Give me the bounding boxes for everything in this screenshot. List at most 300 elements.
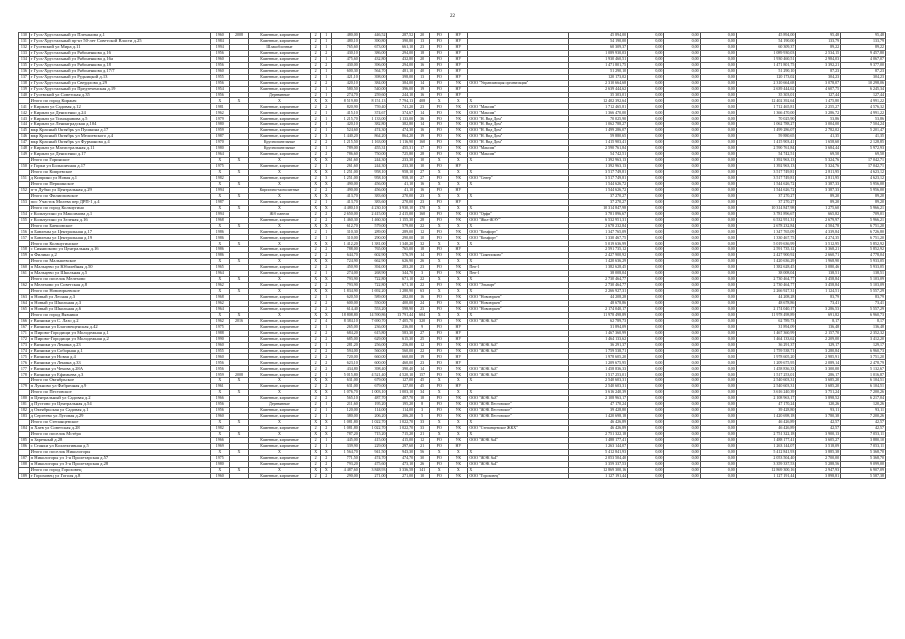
cell-cost-regional: 0,00 xyxy=(664,181,700,187)
cell-row-number: 133 xyxy=(19,50,30,56)
cell-floors: 2 xyxy=(310,306,321,312)
cell-living-area: 615,80 xyxy=(359,330,387,336)
cell-cost-total: 2 174 040,17 xyxy=(568,306,628,312)
cell-floors: 2 xyxy=(310,461,321,467)
cell-wall-material: Каменные, кирпичные xyxy=(249,104,311,110)
cell-wall-material: Каменные, кирпичные xyxy=(249,330,311,336)
cell-cost-total: 54 190,00 xyxy=(568,38,628,44)
cell-address: п Никологоры ул 3-я Пролетарская д.28 xyxy=(29,461,210,467)
cell-year-built: 1962 xyxy=(210,318,229,324)
cell-private-area: 432,80 xyxy=(387,56,415,62)
cell-entrances: 2 xyxy=(321,211,332,217)
cell-residents: 34 xyxy=(415,390,430,396)
cell-wall-material: Каменные, кирпичные xyxy=(249,229,311,235)
cell-year-repair: X xyxy=(229,193,248,199)
cell-unit-cost: 1 475,80 xyxy=(796,98,841,104)
cell-fund-type: РО xyxy=(430,235,449,241)
cell-max-unit-cost: 5 956,00 xyxy=(841,187,886,193)
cell-wall-material: Каменные, кирпичные xyxy=(249,372,311,378)
cell-unit-cost: 2 947,93 xyxy=(796,467,841,473)
cell-cost-owners: 1 464 133,62 xyxy=(736,336,796,342)
cell-residents: 23 xyxy=(415,193,430,199)
cell-management-type: НУ xyxy=(449,74,468,80)
cell-wall-material: Каменные, кирпичные xyxy=(249,175,311,181)
cell-management-company: ООО "Степанцевское ЖКХ" xyxy=(468,425,568,431)
cell-year-repair: 2016 xyxy=(229,318,248,324)
cell-cost-federal: 0,00 xyxy=(628,80,664,86)
cell-unit-cost: 2 985,91 xyxy=(796,354,841,360)
cell-fund-type: РО xyxy=(430,122,449,128)
cell-fund-type: X xyxy=(430,431,449,437)
cell-management-type: НУ xyxy=(449,56,468,62)
cell-total-area: 430,00 xyxy=(332,62,360,68)
cell-wall-material: Каменные, кирпичные xyxy=(249,384,311,390)
cell-living-area: 290,00 xyxy=(359,235,387,241)
cell-cost-total: 1 209 675,95 xyxy=(568,360,628,366)
cell-management-type: УК xyxy=(449,414,468,420)
cell-cost-total: 12 402 392,64 xyxy=(568,98,628,104)
cell-private-area: 1 003,10 xyxy=(387,390,415,396)
cell-private-area: 195,20 xyxy=(387,402,415,408)
cell-fund-type: РО xyxy=(430,146,449,152)
cell-cost-total: 2 751 322,18 xyxy=(568,431,628,437)
cell-management-type: УК xyxy=(449,425,468,431)
cell-residents: 18 xyxy=(415,396,430,402)
cell-total-area: 1 215,70 xyxy=(332,116,360,122)
cell-max-unit-cost: 120,26 xyxy=(841,402,886,408)
cell-cost-local: 0,00 xyxy=(700,467,736,473)
cell-max-unit-cost: 5 972,93 xyxy=(841,146,886,152)
cell-max-unit-cost: 5 956,00 xyxy=(841,181,886,187)
cell-total-area: 421,10 xyxy=(332,74,360,80)
cell-private-area: 283,20 xyxy=(387,265,415,271)
cell-living-area: 396,00 xyxy=(359,62,387,68)
cell-entrances: X xyxy=(321,181,332,187)
cell-cost-local: 0,00 xyxy=(700,277,736,283)
cell-unit-cost: 133,79 xyxy=(796,38,841,44)
cell-fund-type: РО xyxy=(430,116,449,122)
cell-fund-type: X xyxy=(430,312,449,318)
cell-unit-cost: 89,20 xyxy=(796,193,841,199)
cell-cost-regional: 0,00 xyxy=(664,80,700,86)
cell-cost-regional: 0,00 xyxy=(664,378,700,384)
cell-floors: X xyxy=(310,98,321,104)
cell-cost-federal: 0,00 xyxy=(628,217,664,223)
cell-cost-regional: 0,00 xyxy=(664,116,700,122)
cell-row-number: 130 xyxy=(19,33,30,39)
cell-max-unit-cost: 5 933,05 xyxy=(841,265,886,271)
cell-living-area: 432,80 xyxy=(359,56,387,62)
cell-entrances: X xyxy=(321,277,332,283)
cell-entrances: 2 xyxy=(321,330,332,336)
cell-floors: 2 xyxy=(310,62,321,68)
cell-living-area: 383,60 xyxy=(359,193,387,199)
cell-cost-federal: 0,00 xyxy=(628,241,664,247)
cell-wall-material: X xyxy=(249,419,311,425)
cell-address: Итого по Пестовское xyxy=(29,390,210,396)
cell-cost-local: 0,00 xyxy=(700,372,736,378)
cell-floors: 2 xyxy=(310,86,321,92)
cell-cost-local: 0,00 xyxy=(700,116,736,122)
cell-wall-material: Деревянные xyxy=(249,402,311,408)
cell-total-area: 490,00 xyxy=(332,187,360,193)
cell-max-unit-cost: 6 217,04 xyxy=(841,396,886,402)
cell-cost-owners: 70 025,90 xyxy=(736,116,796,122)
cell-cost-local: 0,00 xyxy=(700,443,736,449)
cell-total-area: 793,90 xyxy=(332,277,360,283)
cell-cost-total: 1 930 460,51 xyxy=(568,56,628,62)
cell-row-number: 177 xyxy=(19,366,30,372)
cell-private-area: 282,00 xyxy=(387,294,415,300)
cell-cost-federal: 0,00 xyxy=(628,312,664,318)
cell-cost-owners: 1 544 626,72 xyxy=(736,187,796,193)
cell-living-area: 765,00 xyxy=(359,247,387,253)
cell-management-company: ООО "ЖЭК №4" xyxy=(468,455,568,461)
cell-fund-type: РО xyxy=(430,294,449,300)
cell-cost-regional: 0,00 xyxy=(664,294,700,300)
cell-floors: X xyxy=(310,223,321,229)
cell-residents: 18 xyxy=(415,50,430,56)
cell-unit-cost: 2 089,14 xyxy=(796,360,841,366)
cell-fund-type: РО xyxy=(430,50,449,56)
cell-max-unit-cost: 4 623,12 xyxy=(841,169,886,175)
cell-cost-owners: 1 366 470,00 xyxy=(736,110,796,116)
cell-row-number: 176 xyxy=(19,360,30,366)
cell-floors: 2 xyxy=(310,372,321,378)
cell-total-area: 2 650,00 xyxy=(332,211,360,217)
cell-max-unit-cost: 4 623,12 xyxy=(841,175,886,181)
cell-cost-owners: 3 616 240,39 xyxy=(736,390,796,396)
cell-wall-material: Каменные, кирпичные xyxy=(249,56,311,62)
cell-row-number: 152 xyxy=(19,187,30,193)
cell-max-unit-cost: 5 966,21 xyxy=(841,205,886,211)
cell-unit-cost: 3 685,20 xyxy=(796,384,841,390)
cell-management-company: X xyxy=(468,467,568,473)
cell-total-area: 475,60 xyxy=(332,56,360,62)
cell-year-repair: X xyxy=(229,419,248,425)
cell-private-area: 3 336,58 xyxy=(387,467,415,473)
cell-unit-cost: 3 387,33 xyxy=(796,181,841,187)
cell-address: Итого по поселок Мстёра xyxy=(29,431,210,437)
cell-row-number: 139 xyxy=(19,86,30,92)
cell-management-type: УК xyxy=(449,306,468,312)
cell-total-area: 430,10 xyxy=(332,50,360,56)
cell-cost-federal: 0,00 xyxy=(628,300,664,306)
cell-residents: 27 xyxy=(415,169,430,175)
cell-total-area: 450,90 xyxy=(332,265,360,271)
cell-floors: 2 xyxy=(310,294,321,300)
cell-fund-type: X xyxy=(430,158,449,164)
cell-fund-type: РО xyxy=(430,300,449,306)
cell-cost-regional: 0,00 xyxy=(664,461,700,467)
cell-private-area: 256,00 xyxy=(387,342,415,348)
cell-wall-material: Каменные, кирпичные xyxy=(249,33,311,39)
cell-cost-federal: 0,00 xyxy=(628,187,664,193)
cell-management-type: УК xyxy=(449,396,468,402)
cell-fund-type: X xyxy=(430,467,449,473)
cell-total-area: 339,90 xyxy=(332,443,360,449)
cell-fund-type: РО xyxy=(430,342,449,348)
cell-year-built: 1956 xyxy=(210,62,229,68)
cell-cost-owners: 2 427 900,92 xyxy=(736,253,796,259)
cell-residents: 27 xyxy=(415,330,430,336)
cell-wall-material: Деревянные xyxy=(249,92,311,98)
cell-address: Итого по город Вязники xyxy=(29,312,210,318)
cell-management-company: ООО "ЖЭК №3" xyxy=(468,372,568,378)
cell-living-area: 475,60 xyxy=(359,461,387,467)
cell-floors: 2 xyxy=(310,443,321,449)
cell-cost-federal: 0,00 xyxy=(628,443,664,449)
cell-year-built: 1960 xyxy=(210,354,229,360)
cell-residents: 160 xyxy=(415,140,430,146)
cell-fund-type: РО xyxy=(430,211,449,217)
cell-residents: 28 xyxy=(415,217,430,223)
cell-address: п Новый ул Школьная д.6 xyxy=(29,306,210,312)
cell-max-unit-cost: 83,79 xyxy=(841,294,886,300)
cell-management-company: ООО "Эльварт" xyxy=(468,283,568,289)
cell-living-area: 2 415,00 xyxy=(359,211,387,217)
cell-entrances: 1 xyxy=(321,163,332,169)
cell-floors: 2 xyxy=(310,68,321,74)
cell-floors: 2 xyxy=(310,283,321,289)
cell-cost-local: 0,00 xyxy=(700,259,736,265)
cell-unit-cost: 3 286,53 xyxy=(796,306,841,312)
cell-residents: 18 xyxy=(415,247,430,253)
cell-floors: X xyxy=(310,259,321,265)
cell-fund-type: РО xyxy=(430,92,449,98)
cell-year-built: 1980 xyxy=(210,146,229,152)
cell-cost-total: 62 789,73 xyxy=(568,318,628,324)
cell-cost-local: 0,00 xyxy=(700,336,736,342)
cell-year-repair: X xyxy=(229,259,248,265)
cell-unit-cost: 304,23 xyxy=(796,74,841,80)
cell-address: г Гусь-Хрустальный ул Рябоненкова д.18 xyxy=(29,62,210,68)
cell-management-company: ООО "Новоюрьев" xyxy=(468,306,568,312)
cell-address: Итого по Новоюрьевское xyxy=(29,288,210,294)
cell-entrances: X xyxy=(321,390,332,396)
cell-cost-total: 6 532 951,31 xyxy=(568,217,628,223)
cell-management-company: ООО "ЖЭК №3" xyxy=(468,396,568,402)
cell-row-number: 148 xyxy=(19,146,30,152)
cell-row-number: 132 xyxy=(19,44,30,50)
cell-cost-owners: 1 330 467,75 xyxy=(736,235,796,241)
cell-year-built: 1959 xyxy=(210,372,229,378)
cell-management-company: X xyxy=(468,449,568,455)
cell-entrances: 2 xyxy=(321,50,332,56)
cell-management-company: X xyxy=(468,98,568,104)
cell-floors: 2 xyxy=(310,271,321,277)
cell-cost-regional: 0,00 xyxy=(664,384,700,390)
cell-residents: 13 xyxy=(415,74,430,80)
cell-management-type: УК xyxy=(449,80,468,86)
cell-management-company: ООО "Н. Вид Дом" xyxy=(468,134,568,140)
cell-total-area: 787,20 xyxy=(332,431,360,437)
cell-row-number: 151 xyxy=(19,175,30,181)
cell-year-built: X xyxy=(210,158,229,164)
cell-address: д Киприно ул Новая д.1 xyxy=(29,175,210,181)
cell-cost-owners: 1 499 286,07 xyxy=(736,128,796,134)
cell-unit-cost: 136,48 xyxy=(796,324,841,330)
cell-private-area: 958,10 xyxy=(387,169,415,175)
cell-floors: 2 xyxy=(310,122,321,128)
cell-floors: 2 xyxy=(310,74,321,80)
cell-total-area: 480,00 xyxy=(332,33,360,39)
cell-private-area: 233,30 xyxy=(387,158,415,164)
cell-year-built: 1980 xyxy=(210,461,229,467)
cell-entrances: 2 xyxy=(321,104,332,110)
cell-private-area: 396,00 xyxy=(387,86,415,92)
cell-living-area: 1 163,00 xyxy=(359,140,387,146)
cell-cost-local: 0,00 xyxy=(700,390,736,396)
cell-cost-regional: 0,00 xyxy=(664,56,700,62)
cell-year-built: 1962 xyxy=(210,300,229,306)
cell-management-company: ООО "Новоюрьев" xyxy=(468,300,568,306)
cell-cost-federal: 0,00 xyxy=(628,277,664,283)
cell-entrances: 2 xyxy=(321,384,332,390)
cell-floors: 2 xyxy=(310,247,321,253)
cell-floors: X xyxy=(310,241,321,247)
cell-cost-owners: 3 517 749,81 xyxy=(736,175,796,181)
cell-unit-cost: 2 811,95 xyxy=(796,175,841,181)
cell-wall-material: Каменные, кирпичные xyxy=(249,50,311,56)
cell-max-unit-cost: 95,48 xyxy=(841,33,886,39)
cell-address: Итого по Октябрьское xyxy=(29,378,210,384)
cell-address: п Бавлены ул Центральная д.19 xyxy=(29,235,210,241)
cell-wall-material: X xyxy=(249,288,311,294)
cell-address: г Вязники ул С. Лазо д.2 xyxy=(29,318,210,324)
cell-management-company: ООО "ЖЭК №3" xyxy=(468,318,568,324)
cell-management-company: ООО "ЖЭК Пестовское" xyxy=(468,402,568,408)
cell-year-built: 1960 xyxy=(210,342,229,348)
cell-max-unit-cost: 7 200,26 xyxy=(841,414,886,420)
cell-address: п-п Дубки ул Центральная д.29 xyxy=(29,187,210,193)
cell-row-number: 131 xyxy=(19,38,30,44)
cell-year-built: 1987 xyxy=(210,134,229,140)
cell-total-area: 820,90 xyxy=(332,104,360,110)
cell-fund-type: РО xyxy=(430,408,449,414)
cell-residents: 604 xyxy=(415,312,430,318)
cell-address: п Пирово-Городищи ул Молодежная д.1 xyxy=(29,330,210,336)
cell-floors: 2 xyxy=(310,56,321,62)
page-number: 22 xyxy=(450,14,455,19)
cell-management-type: УК xyxy=(449,455,468,461)
cell-cost-owners: 5 019 636,99 xyxy=(736,241,796,247)
cell-unit-cost: 69,50 xyxy=(796,152,841,158)
cell-cost-federal: 0,00 xyxy=(628,110,664,116)
cell-wall-material: Каменные, кирпичные xyxy=(249,152,311,158)
cell-row-number: 136 xyxy=(19,68,30,74)
cell-total-area: 720,00 xyxy=(332,354,360,360)
cell-cost-regional: 0,00 xyxy=(664,247,700,253)
cell-cost-local: 0,00 xyxy=(700,473,736,479)
cell-private-area: 460,00 xyxy=(387,360,415,366)
cell-cost-regional: 0,00 xyxy=(664,390,700,396)
cell-residents: 23 xyxy=(415,104,430,110)
cell-cost-total: 51 290,10 xyxy=(568,68,628,74)
cell-cost-local: 0,00 xyxy=(700,74,736,80)
cell-fund-type: РО xyxy=(430,348,449,354)
cell-residents: 19 xyxy=(415,354,430,360)
cell-cost-owners: 1 263 144,07 xyxy=(736,443,796,449)
cell-max-unit-cost: 93,11 xyxy=(841,408,886,414)
cell-cost-total: 2 639 444,62 xyxy=(568,86,628,92)
cell-cost-local: 0,00 xyxy=(700,158,736,164)
cell-management-type: НУ xyxy=(449,354,468,360)
cell-address: г Вязники ул Чехова д.28А xyxy=(29,366,210,372)
cell-cost-owners: 1 467 360,99 xyxy=(736,330,796,336)
cell-management-type: УК xyxy=(449,122,468,128)
cell-living-area: 206,20 xyxy=(359,414,387,420)
cell-floors: 2 xyxy=(310,360,321,366)
cell-management-type: УК xyxy=(449,265,468,271)
cell-year-built: X xyxy=(210,312,229,318)
cell-private-area: 1 022,70 xyxy=(387,419,415,425)
cell-cost-regional: 0,00 xyxy=(664,312,700,318)
cell-cost-owners: 2 730 464,77 xyxy=(736,277,796,283)
cell-cost-federal: 0,00 xyxy=(628,74,664,80)
cell-entrances: X xyxy=(321,158,332,164)
cell-cost-federal: 0,00 xyxy=(628,223,664,229)
cell-max-unit-cost: 4 067,07 xyxy=(841,56,886,62)
cell-entrances: 2 xyxy=(321,80,332,86)
cell-max-unit-cost: 129,17 xyxy=(841,342,886,348)
cell-row-number: 155 xyxy=(19,217,30,223)
cell-floors: X xyxy=(310,312,321,318)
cell-wall-material: Крупнопанельные xyxy=(249,140,311,146)
cell-fund-type: РО xyxy=(430,38,449,44)
cell-living-area: 750,00 xyxy=(359,152,387,158)
cell-floors: 2 xyxy=(310,300,321,306)
cell-management-company: Пеп-1 xyxy=(468,271,568,277)
cell-max-unit-cost: 9 099,00 xyxy=(841,461,886,467)
cell-management-type: УК xyxy=(449,294,468,300)
cell-private-area: 287,52 xyxy=(387,33,415,39)
cell-floors: 2 xyxy=(310,110,321,116)
cell-cost-total: 2 310 664,68 xyxy=(568,80,628,86)
cell-cost-regional: 0,00 xyxy=(664,402,700,408)
cell-floors: 2 xyxy=(310,199,321,205)
cell-address: г Киржач ул Ленинградская д.104 xyxy=(29,122,210,128)
cell-address: д Сергеево ул Луговая д.29 xyxy=(29,414,210,420)
cell-cost-total: 37 270,27 xyxy=(568,193,628,199)
cell-cost-federal: 0,00 xyxy=(628,384,664,390)
cell-max-unit-cost: 5 557,29 xyxy=(841,288,886,294)
cell-fund-type: РО xyxy=(430,217,449,223)
cell-fund-type: РО xyxy=(430,187,449,193)
cell-management-type: УК xyxy=(449,271,468,277)
cell-management-type: УК xyxy=(449,146,468,152)
cell-wall-material: X xyxy=(249,449,311,455)
cell-cost-total: 1 544 626,72 xyxy=(568,181,628,187)
cell-total-area: 310,00 xyxy=(332,235,360,241)
cell-entrances: 1 xyxy=(321,44,332,50)
cell-row-number: 150 xyxy=(19,163,30,169)
cell-wall-material: Каменные, кирпичные xyxy=(249,473,311,479)
cell-cost-regional: 0,00 xyxy=(664,62,700,68)
cell-cost-total: 1 978 605,20 xyxy=(568,354,628,360)
cell-cost-local: 0,00 xyxy=(700,330,736,336)
cell-cost-total: 70 025,90 xyxy=(568,116,628,122)
cell-living-area: 7 690,70 xyxy=(359,318,387,324)
cell-floors: X xyxy=(310,288,321,294)
cell-max-unit-cost: 7 504,24 xyxy=(841,122,886,128)
cell-total-area: 420,10 xyxy=(332,122,360,128)
cell-address: г Киржач ул Магистральная д.11 xyxy=(29,146,210,152)
cell-cost-owners: 1 759 538,71 xyxy=(736,348,796,354)
cell-cost-federal: 0,00 xyxy=(628,396,664,402)
cell-private-area: 384,00 xyxy=(387,80,415,86)
cell-residents: 3 xyxy=(415,271,430,277)
